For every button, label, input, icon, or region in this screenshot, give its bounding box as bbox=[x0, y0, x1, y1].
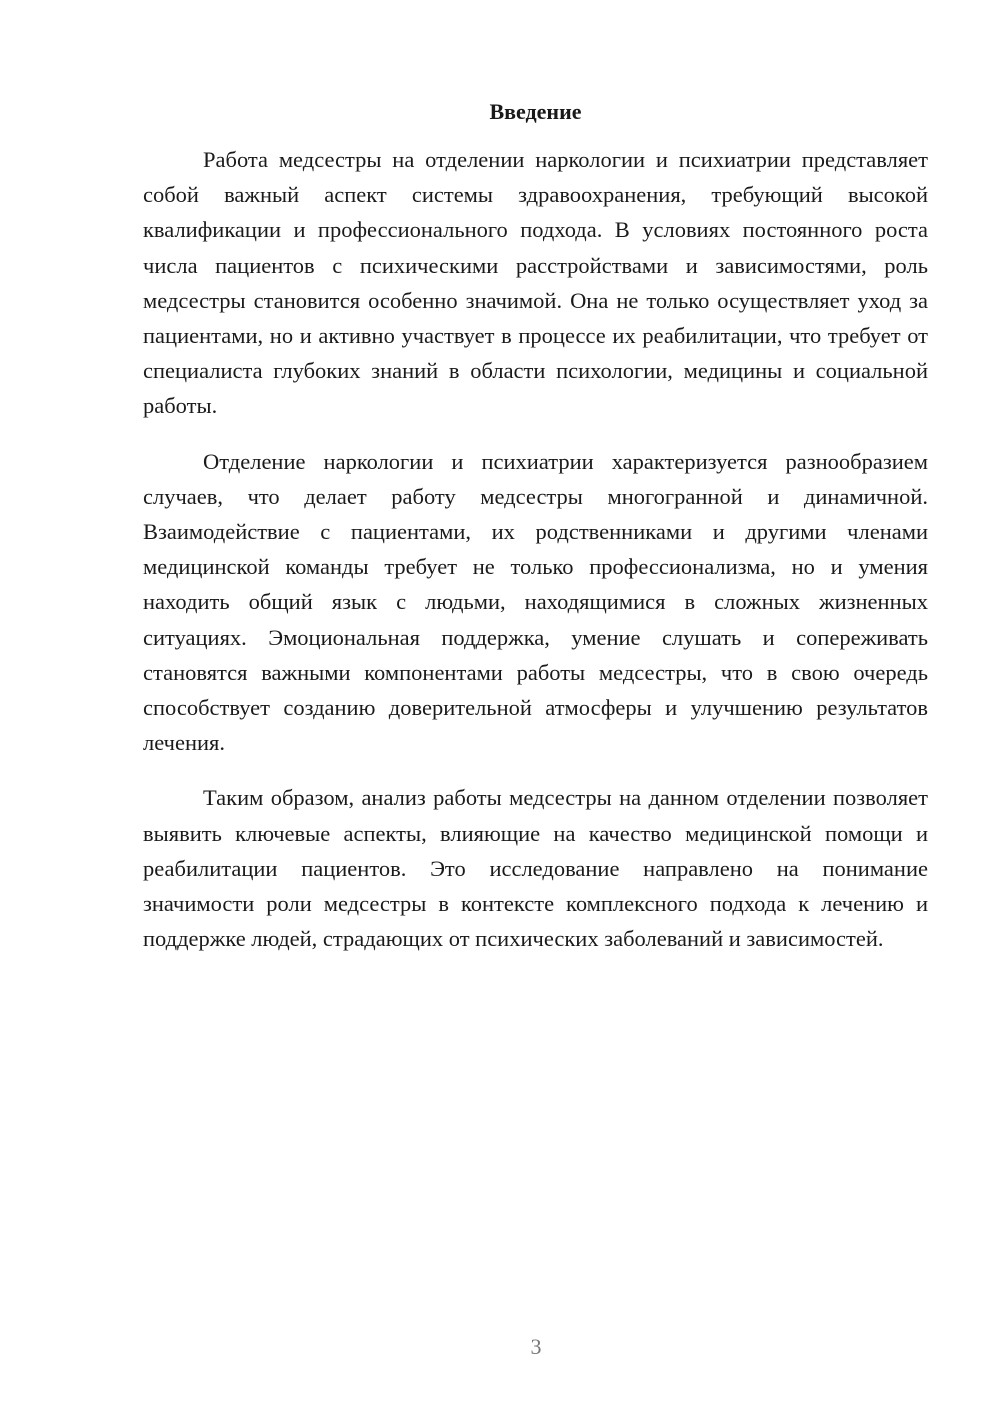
section-heading: Введение bbox=[489, 99, 582, 124]
paragraph-1: Работа медсестры на отделении наркологии и психиатрии представляет собой важный аспект системы здравоохранения, требующий высокой квалификации и профессионального подхода. В условиях постоянного роста числа пациентов с психическими расстройствами и зависимостями, роль медсестры становится особенно значимой. Она не только осуществляет уход за пациентами, но и активно участвует в процессе их реабилитации, что требует от специалиста глубоких знаний в области психологии, медицины и социальной работы. bbox=[143, 147, 928, 419]
paragraph-2: Отделение наркологии и психиатрии характеризуется разнообразием случаев, что делает работу медсестры многогранной и динамичной. Взаимодействие с пациентами, их родственниками и другими членами медицинской команды требует не только профессионализма, но и умения находить общий язык с людьми, находящимися в сложных жизненных ситуациях. Эмоциональная поддержка, умение слушать и сопереживать становятся важными компонентами работы медсестры, что в свою очередь способствует созданию доверительной атмосферы и улучшению результатов лечения. bbox=[143, 448, 928, 756]
paragraph-3: Таким образом, анализ работы медсестры на данном отделении позволяет выявить ключевые аспекты, влияющие на качество медицинской помощи и реабилитации пациентов. Это исследование направлено на понимание значимости роли медсестры в контексте комплексного подхода к лечению и поддержке людей, страдающих от психических заболеваний и зависимостей. bbox=[143, 785, 928, 952]
body-text bbox=[143, 142, 928, 976]
page-number: 3 bbox=[530, 1334, 542, 1359]
